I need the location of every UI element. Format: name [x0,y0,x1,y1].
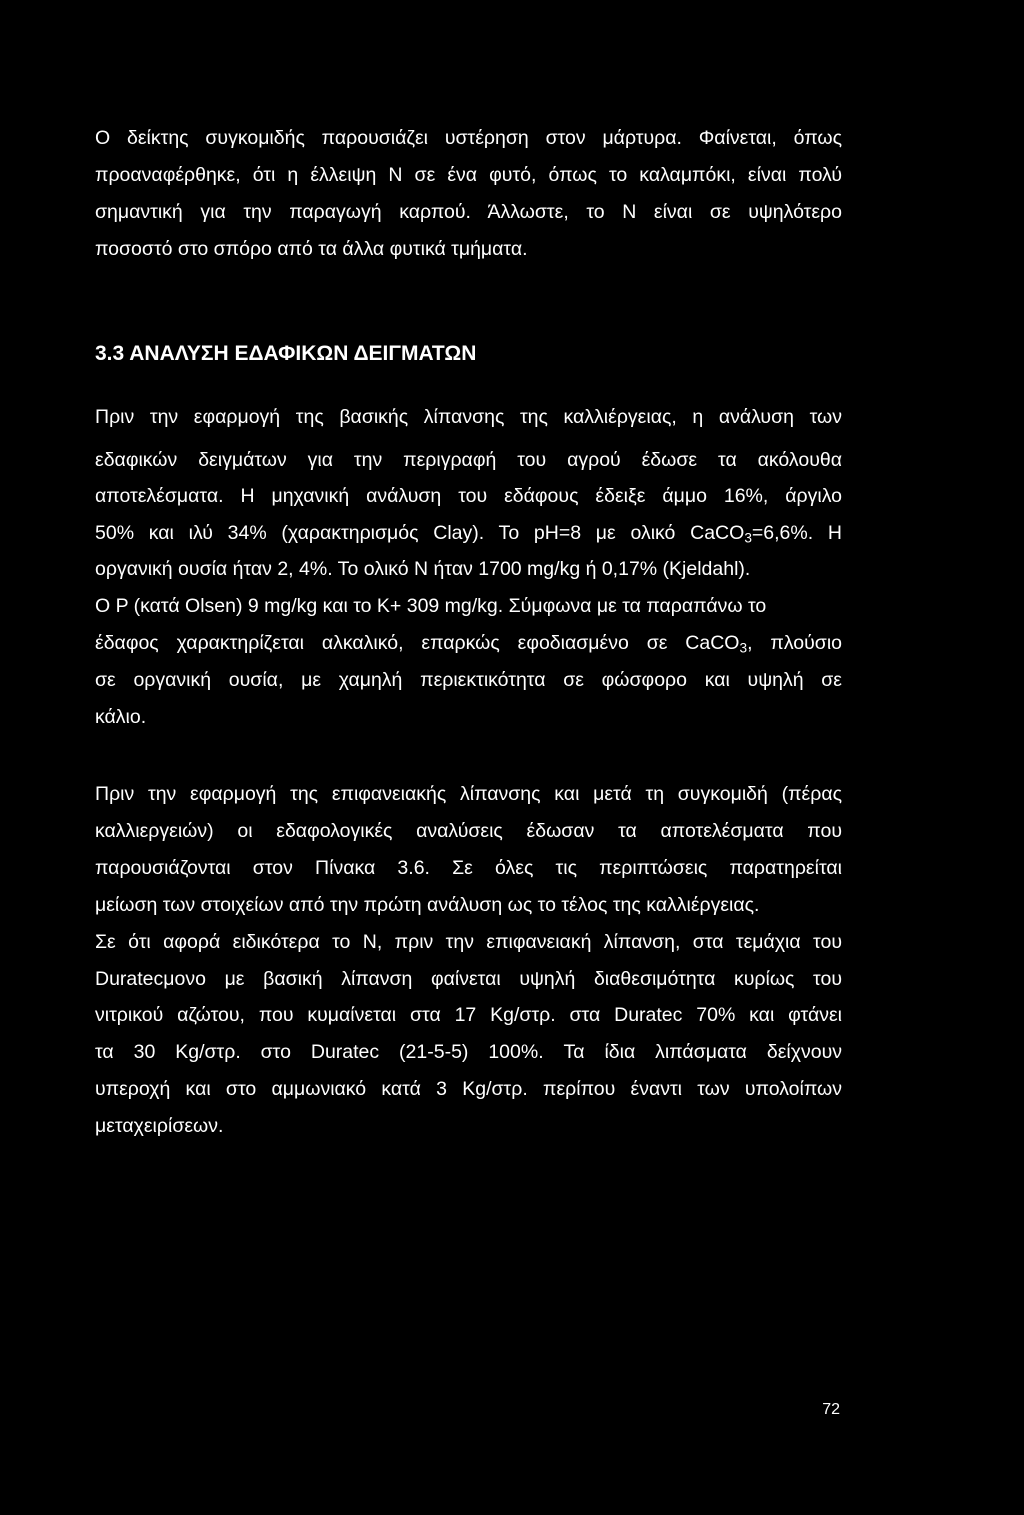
soil-line-8: σε οργανική ουσία, με χαμηλή περιεκτικότητα σε φώσφορο και υψηλή σε [95,669,842,691]
caco3-subscript: 3 [744,530,752,546]
soil-line-9: κάλιο. [95,706,147,728]
table-para-line-2: καλλιεργειών) οι εδαφολογικές αναλύσεις έδωσαν τα αποτελέσματα που [95,820,842,842]
page-number: 72 [822,1401,840,1418]
caco3-subscript: 3 [739,640,748,656]
soil-line-7-part-b: , πλούσιο [747,632,842,654]
soil-line-4-part-b: =6,6%. Η [751,522,842,544]
table-para-line-9: υπεροχή και στο αμμωνιακό κατά 3 Kg/στρ. περίπου έναντι των υπολοίπων [95,1078,842,1100]
table-para-line-3: παρουσιάζονται στον Πίνακα 3.6. Σε όλες τις περιπτώσεις παρατηρείται [95,857,842,879]
soil-line-2: εδαφικών δειγμάτων για την περιγραφή του αγρού έδωσε τα ακόλουθα [95,449,842,471]
soil-line-1: Πριν την εφαρμογή της βασικής λίπανσης της καλλιέργειας, η ανάλυση των [95,406,842,428]
intro-line-2: προαναφέρθηκε, ότι η έλλειψη Ν σε ένα φυτό, όπως το καλαμπόκι, είναι πολύ [95,164,842,186]
soil-line-4 [95,521,842,550]
intro-line-4: ποσοστό στο σπόρο από τα άλλα φυτικά τμήματα. [95,238,528,260]
soil-line-3: αποτελέσματα. Η μηχανική ανάλυση του εδάφους έδειξε άμμο 16%, άργιλο [95,485,842,507]
intro-line-3: σημαντική για την παραγωγή καρπού. Άλλωστε, το Ν είναι σε υψηλότερο [95,201,842,223]
table-para-line-6: Duratecμονο με βασική λίπανση φαίνεται υψηλή διαθεσιμότητα κυρίως του [95,968,842,990]
table-para-line-1: Πριν την εφαρμογή της επιφανειακής λίπανσης και μετά τη συγκομιδή (πέρας [95,783,842,805]
soil-line-6: Ο Ρ (κατά Olsen) 9 mg/kg και το Κ+ 309 mg/kg. Σύμφωνα με τα παραπάνω το [95,595,767,617]
table-para-line-5: Σε ότι αφορά ειδικότερα το Ν, πριν την επιφανειακή λίπανση, στα τεμάχια του [95,931,842,953]
table-para-line-4: μείωση των στοιχείων από την πρώτη ανάλυση ως το τέλος της καλλιέργειας. [95,894,760,916]
soil-line-4-part-a: 50% και ιλύ 34% (χαρακτηρισμός Clay). Το pH=8 με ολικό CaCO [95,522,745,544]
soil-line-7-part-a: έδαφος χαρακτηρίζεται αλκαλικό, επαρκώς εφοδιασμένο σε CaCO [95,632,740,654]
section-heading: 3.3 ΑΝΑΛΥΣΗ ΕΔΑΦΙΚΩΝ ΔΕΙΓΜΑΤΩΝ [95,342,477,365]
table-para-line-10: μεταχειρίσεων. [95,1115,224,1137]
soil-line-5: οργανική ουσία ήταν 2, 4%. Το ολικό Ν ήταν 1700 mg/kg ή 0,17% (Kjeldahl). [95,558,751,580]
intro-line-1: Ο δείκτης συγκομιδής παρουσιάζει υστέρηση στον μάρτυρα. Φαίνεται, όπως [95,127,842,149]
soil-line-7 [95,631,842,660]
table-para-line-7: νιτρικού αζώτου, που κυμαίνεται στα 17 Kg/στρ. στα Duratec 70% και φτάνει [95,1004,842,1026]
table-para-line-8: τα 30 Kg/στρ. στο Duratec (21-5-5) 100%. Τα ίδια λιπάσματα δείχνουν [95,1041,842,1063]
